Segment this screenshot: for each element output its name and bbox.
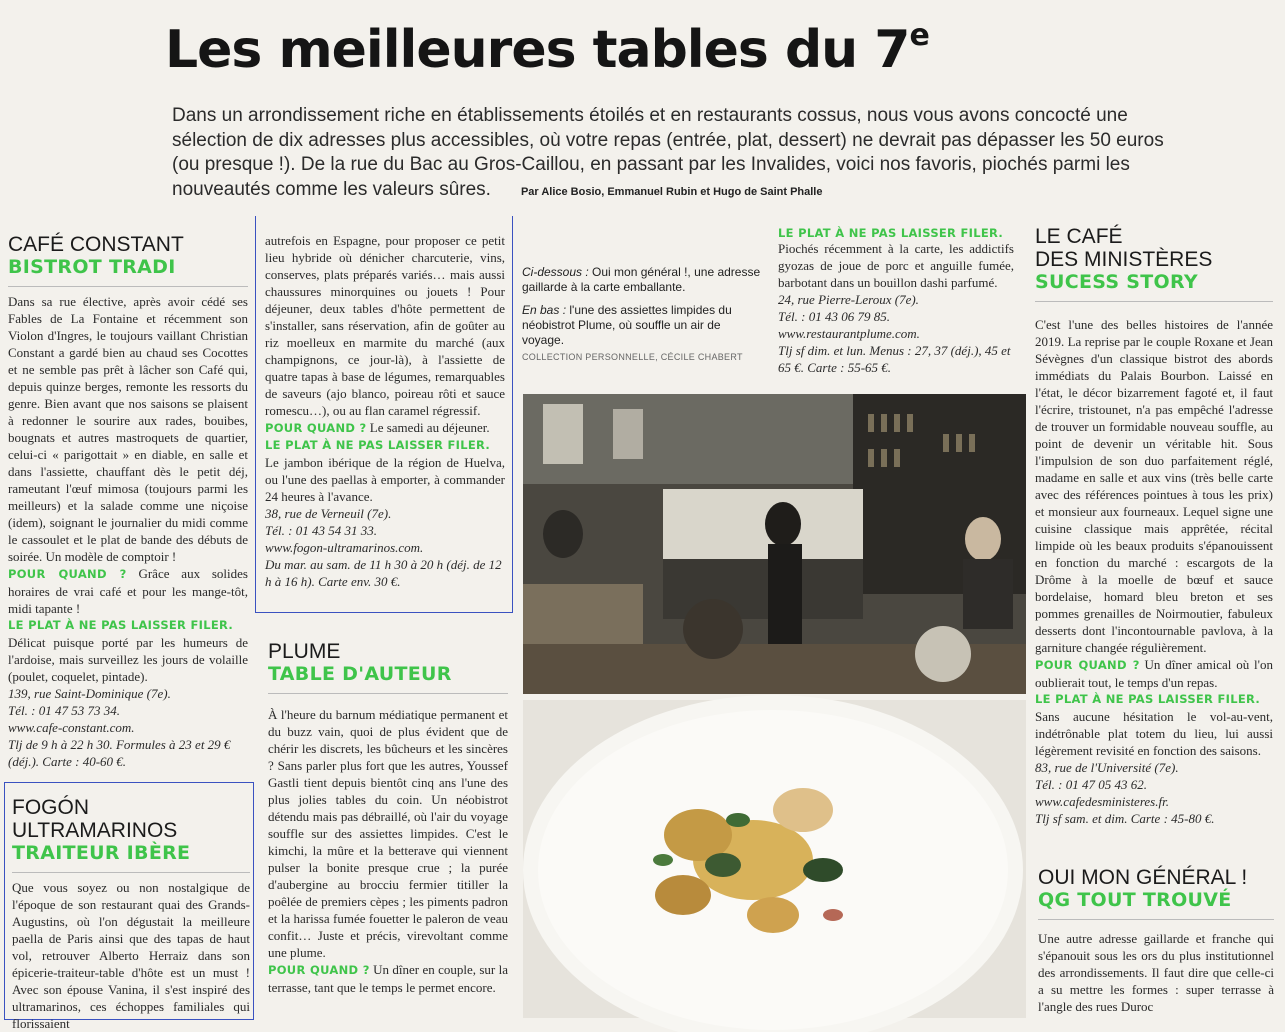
plat-label: LE PLAT À NE PAS LAISSER FILER. xyxy=(265,438,491,452)
divider xyxy=(1035,301,1273,302)
article-cafe-ministeres xyxy=(1035,225,1273,827)
article-oui-mon-general xyxy=(1038,866,1274,1016)
address-block: 139, rue Saint-Dominique (7e). Tél. : 01 47 53 73 34. www.cafe-constant.com. Tlj de 9 h à 22 h 30. Formules à 23 et 29 € (déj.). Carte : 40-60 €. xyxy=(8,686,231,769)
category-tag: BISTROT TRADI xyxy=(8,256,176,278)
plat-label: LE PLAT À NE PAS LAISSER FILER. xyxy=(1035,692,1261,706)
caption-2: En bas : l'une des assiettes limpides du néobistrot Plume, où souffle un air de voyage. xyxy=(522,303,732,347)
address-block: 83, rue de l'Université (7e). Tél. : 01 47 05 43 62. www.cafedesministeres.fr. Tlj sf sam. et dim. Carte : 45-80 €. xyxy=(1035,760,1215,826)
intro-paragraph: Dans un arrondissement riche en établissements étoilés et en restaurants cossus, nous vous avons concocté une sélection de dix adresses plus accessibles, où votre repas (entrée, plat, dessert) ne devrait pas dépasser les 50 euros (ou presque !). De la rue du Bac au Gros-Caillou, en passant par les Invalides, voici nos favoris, piochés parmi les nouveautés comme les valeurs sûres. Par Alice Bosio, Emmanuel Rubin et Hugo de Saint Phalle xyxy=(172,105,1164,200)
pour-quand-label: POUR QUAND ? xyxy=(8,567,127,581)
divider xyxy=(12,872,250,873)
divider xyxy=(8,286,248,287)
category-tag: TABLE D'AUTEUR xyxy=(268,663,452,685)
article-plume xyxy=(268,640,508,1016)
category-tag: QG TOUT TROUVÉ xyxy=(1038,889,1232,911)
restaurant-name: PLUME xyxy=(268,640,341,663)
plat-label: LE PLAT À NE PAS LAISSER FILER. xyxy=(8,618,234,632)
restaurant-name: LE CAFÉ xyxy=(1035,225,1123,248)
category-tag: SUCESS STORY xyxy=(1035,271,1198,293)
restaurant-interior-photo xyxy=(523,394,1026,694)
plat-label: LE PLAT À NE PAS LAISSER FILER. xyxy=(778,226,1004,240)
article-fogon xyxy=(12,796,250,1031)
article-body: C'est l'une des belles histoires de l'année 2019. La reprise par le couple Roxane et Jean Sévègnes d'un classique bistrot des abords immédiats du Palais Bourbon. Laissé en l'état, le décor bizarrement fagoté et, il faut l'écrire, tristounet, n'a pas empêché l'adresse de trouver un formidable nouveau souffle, au point de devenir un véritable hit. Sous l'impulsion de son duo parfaitement réglé, madame en salle et aux vins (très belle carte avec des références pointues à tous les prix) et monsieur aux fourneaux. Lequel signe une cuisine classique mais apprêtée, récital limpide où les beaux produits s'épanouissent en fonction du marché : escargots de la Drôme à la moelle de bœuf et sauce bordelaise, homard bleu breton et ses pommes grenailles de Noirmoutier, fabuleux desserts dont l'incontournable pavlova, à la garniture changée régulièrement. POUR QUAND ? Un dîner amical où l'on oublierait tout, le temps d'un repas. LE PLAT À NE PAS LAISSER FILER. Sans aucune hésitation le vol-au-vent, indétrônable plat totem du lieu, lui aussi légèrement revisité en fonction des saisons. xyxy=(1035,317,1274,758)
article-body: autrefois en Espagne, pour proposer ce petit lieu hybride où dénicher charcuterie, vins, conserves, plats préparés variés… mais aussi chaussures minorquines ou jouets ! Pour déjeuner, deux tables d'hôte permettent de s'installer, sans réservation, afin de goûter au riz moelleux en marmite du marché (aux champignons, ce jour-là), à l'assiette de quatre tapas à base de légumes, remarquables de saveurs (ajo blanco, poireau rôti et sauce romescu…), ou au flan caramel régressif. POUR QUAND ? Le samedi au déjeuner. LE PLAT À NE PAS LAISSER FILER. Le jambon ibérique de la région de Huelva, ou l'une des paellas à emporter, à commander 24 heures à l'avance. xyxy=(265,233,505,504)
restaurant-name: OUI MON GÉNÉRAL ! xyxy=(1038,866,1248,889)
page-title: Les meilleures tables du 7e xyxy=(165,18,929,80)
article-body: À l'heure du barnum médiatique permanent et du buzz vain, quoi de plus évident que de chérir les discrets, les bûcheurs et les sincères ? Sans parler plus fort que les autres, Youssef Gastli tient depuis bientôt cinq ans l'une des plus jolies tables du coin. Un néobistrot détendu mais pas débraillé, où l'air du voyage souffle sur des assiettes limpides. C'est le kimchi, la mûre et la betterave qui viennent pulser la bonite presque crue ; la purée d'aubergine au brocciu fermier titiller la poêlée de premiers cèpes ; les piments padron et la harissa fumée fouetter le paleron de veau confit… Juste et précis, virevoltant comme une plume. POUR QUAND ? Un dîner en couple, sur la terrasse, tant que le temps le permet encore. xyxy=(268,707,509,995)
photo-credit: COLLECTION PERSONNELLE, CÉCILE CHABERT xyxy=(522,352,743,362)
article-cafe-constant xyxy=(8,233,248,770)
restaurant-name-line2: DES MINISTÈRES xyxy=(1035,248,1213,271)
photo-captions xyxy=(522,265,762,365)
divider xyxy=(1038,919,1274,920)
dish-photo xyxy=(523,700,1026,1018)
restaurant-name-line2: ULTRAMARINOS xyxy=(12,819,178,842)
divider xyxy=(268,693,508,694)
article-body: Piochés récemment à la carte, les addictifs gyozas de joue de porc et anguille fumée, barbotant dans un bouillon dashi parfumé. xyxy=(778,241,1014,290)
category-tag: TRAITEUR IBÈRE xyxy=(12,842,191,864)
article-body: Une autre adresse gaillarde et franche qui s'épanouit sous les ors du plus institutionnel des arrondissements. Il faut dire que celle-ci a su mettre les formes : super terrasse à l'angle des rues Duroc xyxy=(1038,931,1274,1014)
article-body: Que vous soyez ou non nostalgique de l'époque de son restaurant quai des Grands-Augustins, où l'on dégustait la meilleure paella de Paris ainsi que des tapas de haut vol, retrouver Alberto Herraiz dans son épicerie-traiteur-table d'hôte est un must ! Avec son épouse Vanina, il s'est inspiré des ultramarinos, ces échoppes familiales qui florissaient xyxy=(12,880,250,1031)
address-block: 24, rue Pierre-Leroux (7e). Tél. : 01 43 06 79 85. www.restaurantplume.com. Tlj sf dim. et lun. Menus : 27, 37 (déj.), 45 et 65 €. Carte : 55-65 €. xyxy=(778,292,1011,375)
restaurant-name: CAFÉ CONSTANT xyxy=(8,233,184,256)
restaurant-name: FOGÓN xyxy=(12,796,89,819)
address-block: 38, rue de Verneuil (7e). Tél. : 01 43 54 31 33. www.fogon-ultramarinos.com. Du mar. au sam. de 11 h 30 à 20 h (déj. de 12 h à 16 h). Carte env. 30 €. xyxy=(265,506,502,589)
caption-1: Ci-dessous : Oui mon général !, une adresse gaillarde à la carte emballante. xyxy=(522,265,761,294)
pour-quand-label: POUR QUAND ? xyxy=(1035,658,1140,672)
byline: Par Alice Bosio, Emmanuel Rubin et Hugo de Saint Phalle xyxy=(520,185,823,198)
pour-quand-label: POUR QUAND ? xyxy=(268,963,370,977)
article-plume-continued xyxy=(778,226,1014,376)
pour-quand-label: POUR QUAND ? xyxy=(265,421,367,435)
article-fogon-continued xyxy=(265,232,505,590)
article-body: Dans sa rue élective, après avoir cédé ses Fables de La Fontaine et récemment son Violon d'Ingres, le toujours vaillant Christian Constant a gardé bien au chaud ses Cocottes et ne semble pas prêt à lâcher son Café qui, depuis quinze berges, remonte les ressorts du genre. Bien avant que nos saisons se plaisent à redonner le sourire aux rades, bouibes, bougnats et autres mastroquets de quartier, celui-ci « parigottait » en diable, en salle et dans l'assiette, chauffant dès le petit déj, rameutant l'œuf mimosa (toujours parmi les meilleurs) et la salade comme une niçoise (idem), soignant le journalier du midi comme le cassoulet et le plat de bande des débuts de soirée. Un modèle de comptoir ! POUR QUAND ? Grâce aux solides horaires de vrai café et pour les mange-tôt, midi tapante ! LE PLAT À NE PAS LAISSER FILER. Délicat puisque porté par les humeurs de l'ardoise, mais surveillez les jours de volaille (poulet, coquelet, pintade). xyxy=(8,294,248,684)
